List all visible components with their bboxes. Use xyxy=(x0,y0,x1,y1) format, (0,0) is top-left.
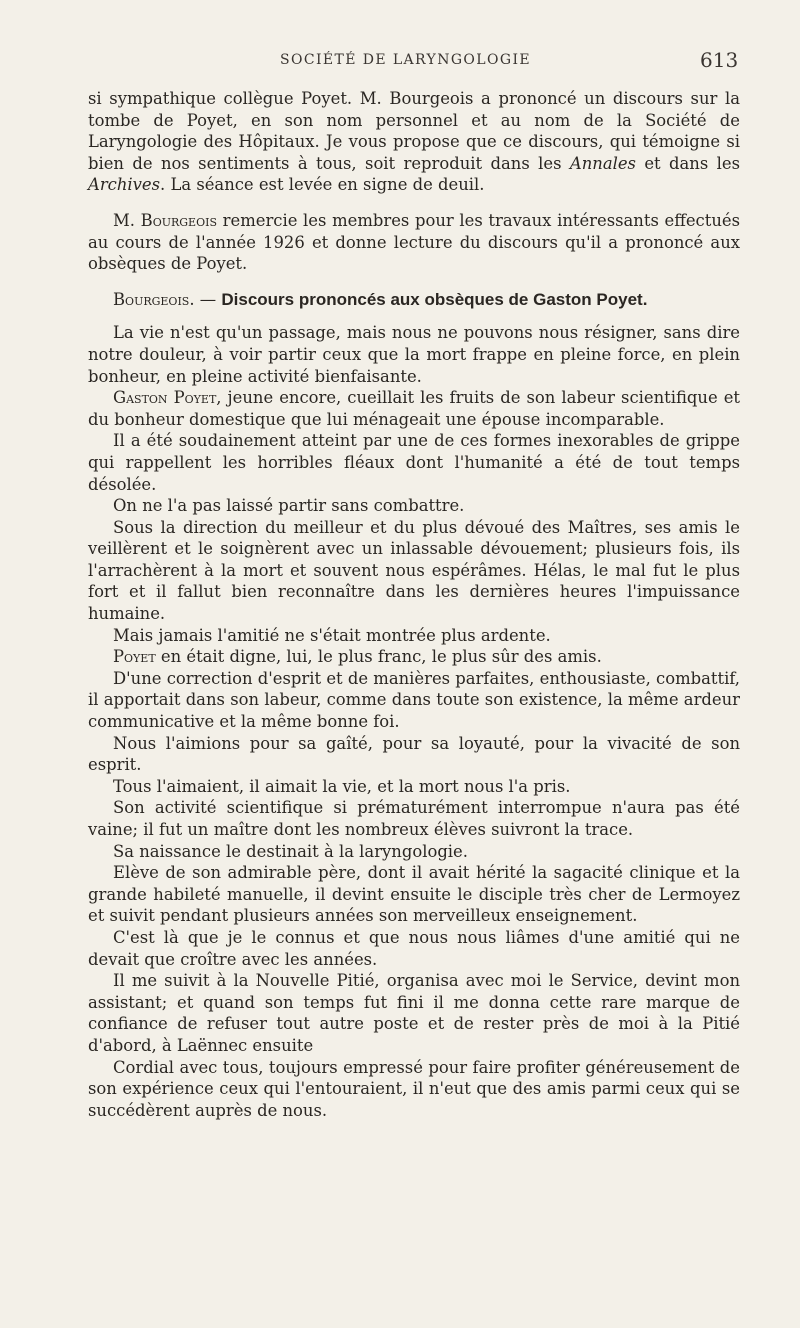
italic-annales: Annales xyxy=(569,153,636,173)
speech-paragraph: Elève de son admirable père, dont il avait hérité la sagacité clinique et la grande habileté manuelle, il devint ensuite le disciple très cher de Lermoyez et suivit pendant plusieurs années son merveilleux enseignement. xyxy=(88,863,740,926)
body-text xyxy=(88,88,740,1121)
text-run: en était digne, lui, le plus franc, le plus sûr des amis. xyxy=(155,647,602,667)
italic-archives: Archives xyxy=(88,175,161,195)
text-run: remercie les membres pour les travaux intéressants effectués au cours de l'année 1926 et donne lecture du discours qu'il a prononcé aux obsèques de Poyet. xyxy=(88,210,740,274)
speech-paragraph: Sa naissance le destinait à la laryngologie. xyxy=(113,841,468,861)
speaker-name: M. Bourgeois xyxy=(113,210,217,230)
remerciement-paragraph xyxy=(88,210,740,275)
speech-paragraph: La vie n'est qu'un passage, mais nous ne pouvons nous résigner, sans dire notre douleur, à voir partir ceux que la mort frappe en pleine force, en plein bonheur, en pleine activité bienfaisante. xyxy=(88,323,740,386)
text-run: et dans les xyxy=(635,153,740,173)
text-run: . La séance est levée en signe de deuil. xyxy=(160,175,485,195)
text-run: , jeune encore, cueillait les fruits de son labeur scientifique et du bonheur domestique que lui ménageait une épouse incomparable. xyxy=(88,388,740,429)
opening-paragraph xyxy=(88,88,740,196)
speech-paragraph: Il me suivit à la Nouvelle Pitié, organisa avec moi le Service, devint mon assistant; et quand son temps fut fini il me donna cette rare marque de confiance de refuser tout autre poste et de rester près de moi à la Pitié d'abord, à Laënnec ensuite xyxy=(88,971,740,1055)
text-run: si sympathique collègue Poyet. M. Bourgeois a prononcé un discours sur la tombe de Poyet, en son nom personnel et au nom de la Société de Laryngologie des Hôpitaux. Je vous propose que ce discours, qui témoigne si bien de nos sentiments à tous, soit reproduit dans les xyxy=(88,89,740,173)
running-header: SOCIÉTÉ DE LARYNGOLOGIE xyxy=(280,52,532,68)
heading-title: Discours prononcés aux obsèques de Gaston Poyet. xyxy=(221,289,648,309)
speech-paragraph: On ne l'a pas laissé partir sans combattre. xyxy=(113,496,465,516)
speech-paragraph: Mais jamais l'amitié ne s'était montrée plus ardente. xyxy=(113,625,551,645)
person-name: Gaston Poyet xyxy=(113,388,217,408)
page-number: 613 xyxy=(700,48,739,72)
speech-paragraph: Il a été soudainement atteint par une de ces formes inexorables de grippe qui rappellent les horribles fléaux dont l'humanité a été de tout temps désolée. xyxy=(88,431,740,494)
speech-paragraph: Cordial avec tous, toujours empressé pour faire profiter généreusement de son expérience ceux qui l'entouraient, il n'eut que des amis parmi ceux qui se succédèrent auprès de nous. xyxy=(88,1057,740,1120)
person-name: Poyet xyxy=(113,647,156,667)
speech-paragraph: C'est là que je le connus et que nous nous liâmes d'une amitié qui ne devait que croître avec les années. xyxy=(88,927,740,969)
heading-dash: — xyxy=(194,289,222,309)
speech-paragraph xyxy=(88,646,740,668)
speech-paragraph: Nous l'aimions pour sa gaîté, pour sa loyauté, pour la vivacité de son esprit. xyxy=(88,733,740,775)
heading-author: Bourgeois. xyxy=(113,289,195,309)
speech-paragraph: Son activité scientifique si prématurément interrompue n'aura pas été vaine; il fut un maître dont les nombreux élèves suivront la trace. xyxy=(88,798,740,839)
speech-paragraph: Tous l'aimaient, il aimait la vie, et la mort nous l'a pris. xyxy=(113,776,571,796)
speech-paragraph: Sous la direction du meilleur et du plus dévoué des Maîtres, ses amis le veillèrent et le soignèrent avec un inlassable dévouement; plusieurs fois, ils l'arrachèrent à la mort et souvent nous espérâmes. Hélas, le mal fut le plus fort et il fallut bien reconnaître dans les dernières heures l'impuissance humaine. xyxy=(88,517,740,624)
section-heading xyxy=(88,289,740,311)
speech-paragraph: D'une correction d'esprit et de manières parfaites, enthousiaste, combattif, il apportait dans son labeur, comme dans toute son existence, la même ardeur communicative et la même bonne foi. xyxy=(88,668,740,732)
speech-paragraph xyxy=(88,387,740,430)
